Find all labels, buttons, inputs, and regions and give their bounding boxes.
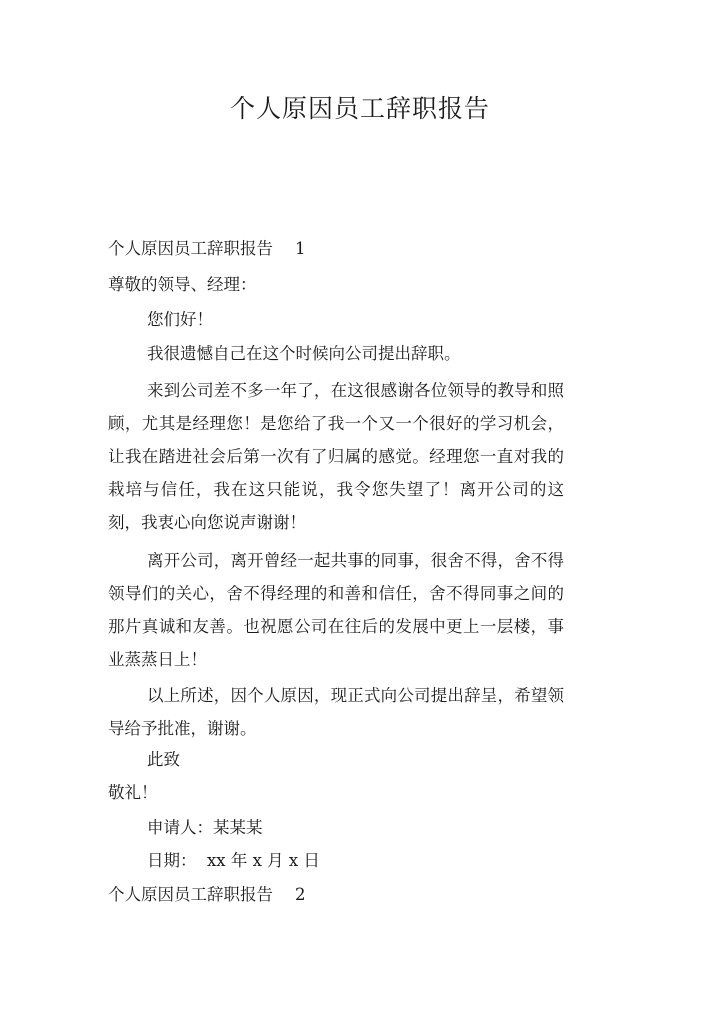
section-heading-2: [108, 884, 306, 906]
section-number: 1: [295, 239, 306, 258]
date-text: 日期： xx 年 x 月 x 日: [147, 851, 320, 870]
section-number: 2: [295, 885, 306, 904]
closing-line-2: 敬礼！: [108, 783, 158, 802]
section-heading-text: 个人原因员工辞职报告: [108, 885, 273, 904]
section-heading-1: [108, 238, 306, 260]
greeting: 您们好！: [147, 310, 213, 329]
paragraph-2: 来到公司差不多一年了，在这很感谢各位领导的教导和照顾，尤其是经理您！是您给了我一个又一个很好的学习机会，让我在踏进社会后第一次有了归属的感觉。经理您一直对我的栽培与信任，我在这只能说，我令您失望了！离开公司的这刻，我衷心向您说声谢谢！: [108, 381, 564, 532]
paragraph-3: 离开公司，离开曾经一起共事的同事，很舍不得，舍不得领导们的关心，舍不得经理的和善和信任，舍不得同事之间的那片真诚和友善。也祝愿公司在往后的发展中更上一层楼，事业蒸蒸日上！: [108, 551, 564, 669]
closing-line-1: 此致: [147, 750, 180, 769]
salutation: 尊敬的领导、经理：: [108, 275, 257, 294]
section-heading-text: 个人原因员工辞职报告: [108, 239, 273, 258]
applicant-line: 申请人：某某某: [147, 818, 263, 837]
paragraph-1: 我很遗憾自己在这个时候向公司提出辞职。: [147, 344, 461, 363]
date-line: [147, 850, 320, 872]
document-title: 个人原因员工辞职报告: [229, 94, 490, 123]
paragraph-4: 以上所述，因个人原因，现正式向公司提出辞呈，希望领导给予批准，谢谢。: [108, 686, 564, 738]
